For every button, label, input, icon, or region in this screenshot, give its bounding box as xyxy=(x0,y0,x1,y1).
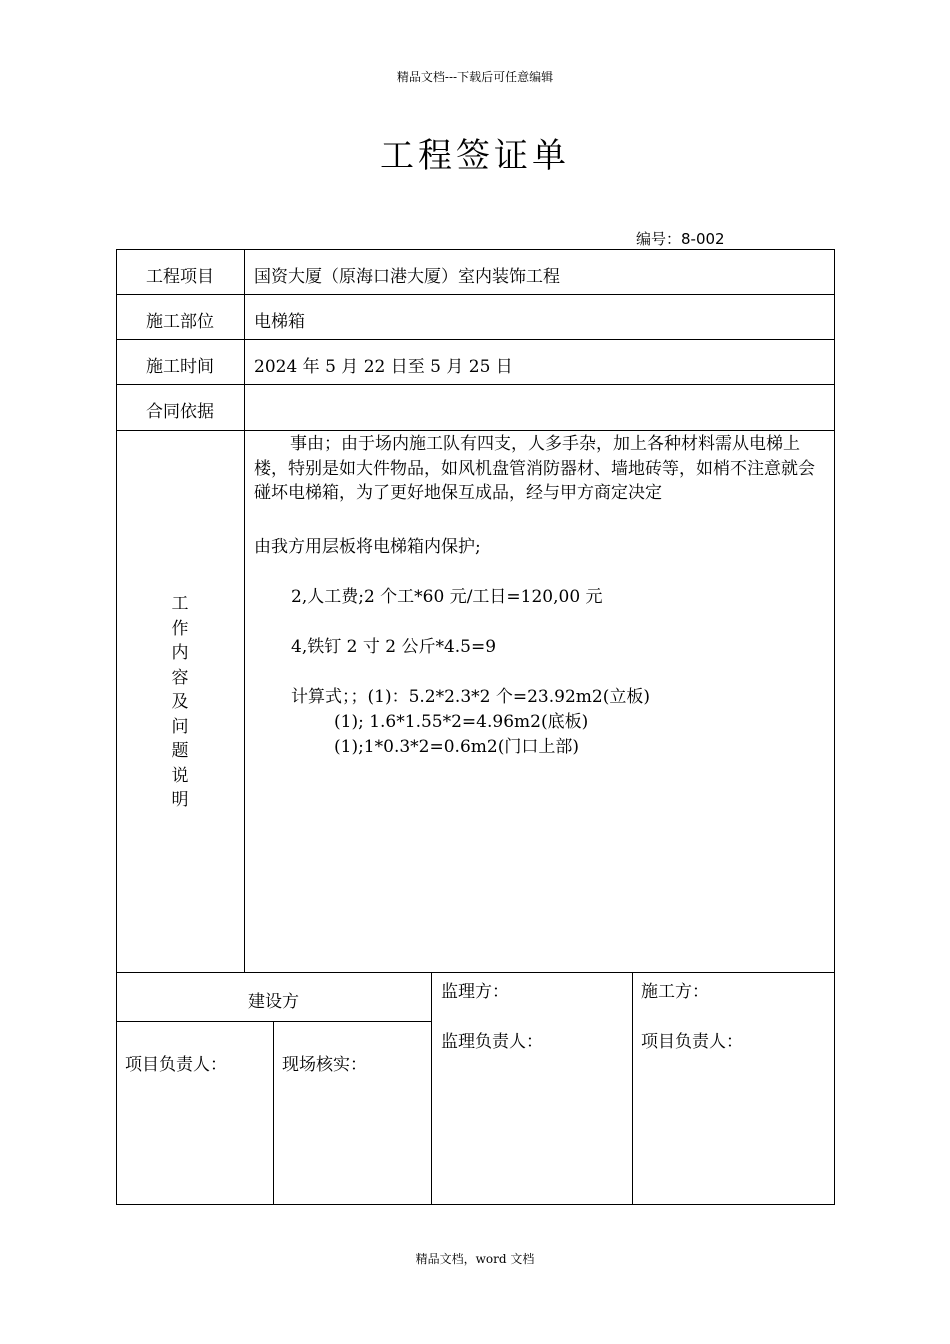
labor-cost-line: 2,人工费;2 个工*60 元/工日=120,00 元 xyxy=(291,587,603,607)
work-reason-paragraph: 事由；由于场内施工队有四支，人多手杂，加上各种材料需从电梯上楼，特别是如大件物品，如风机盘管消防器材、墙地砖等，如梢不注意就会碰坏电梯箱，为了更好地保互成品，经与甲方商定决定 xyxy=(254,434,815,503)
project-value: 国资大厦（原海口港大厦）室内装饰工程 xyxy=(254,267,560,287)
contract-basis-label: 合同依据 xyxy=(146,402,214,422)
doc-number-label: 编号： xyxy=(636,230,682,248)
time-label: 施工时间 xyxy=(146,357,214,377)
owner-project-lead: 项目负责人： xyxy=(125,1055,227,1075)
supervisor-lead: 监理负责人： xyxy=(441,1032,543,1052)
location-label: 施工部位 xyxy=(146,312,214,332)
time-value: 2024 年 5 月 22 日至 5 月 25 日 xyxy=(254,357,513,377)
doc-number xyxy=(636,228,725,249)
work-protection-line: 由我方用层板将电梯箱内保护; xyxy=(254,537,481,557)
doc-number-value: 8-002 xyxy=(681,230,725,248)
calculation-line-1: 计算式；；(1)：5.2*2.3*2 个=23.92m2(立板) xyxy=(291,687,650,707)
owner-site-check: 现场核实： xyxy=(282,1055,367,1075)
contractor-lead: 项目负责人： xyxy=(641,1032,743,1052)
calculation-line-3: (1);1*0.3*2=0.6m2(门口上部) xyxy=(334,737,579,757)
calculation-line-2: (1); 1.6*1.55*2=4.96m2(底板) xyxy=(334,712,589,732)
page-header: 精品文档---下载后可任意编辑 xyxy=(396,70,554,84)
page-footer: 精品文档，word 文档 xyxy=(415,1252,535,1266)
location-value: 电梯箱 xyxy=(254,312,305,332)
nail-cost-line: 4,铁钉 2 寸 2 公斤*4.5=9 xyxy=(291,637,497,657)
document-title: 工程签证单 xyxy=(380,136,570,176)
contractor-heading: 施工方： xyxy=(641,982,709,1002)
supervisor-heading: 监理方： xyxy=(441,982,509,1002)
owner-heading: 建设方 xyxy=(248,992,299,1012)
project-label: 工程项目 xyxy=(146,267,214,287)
work-description-label: 工 作 内 容 及 问 题 说 明 xyxy=(171,594,189,810)
